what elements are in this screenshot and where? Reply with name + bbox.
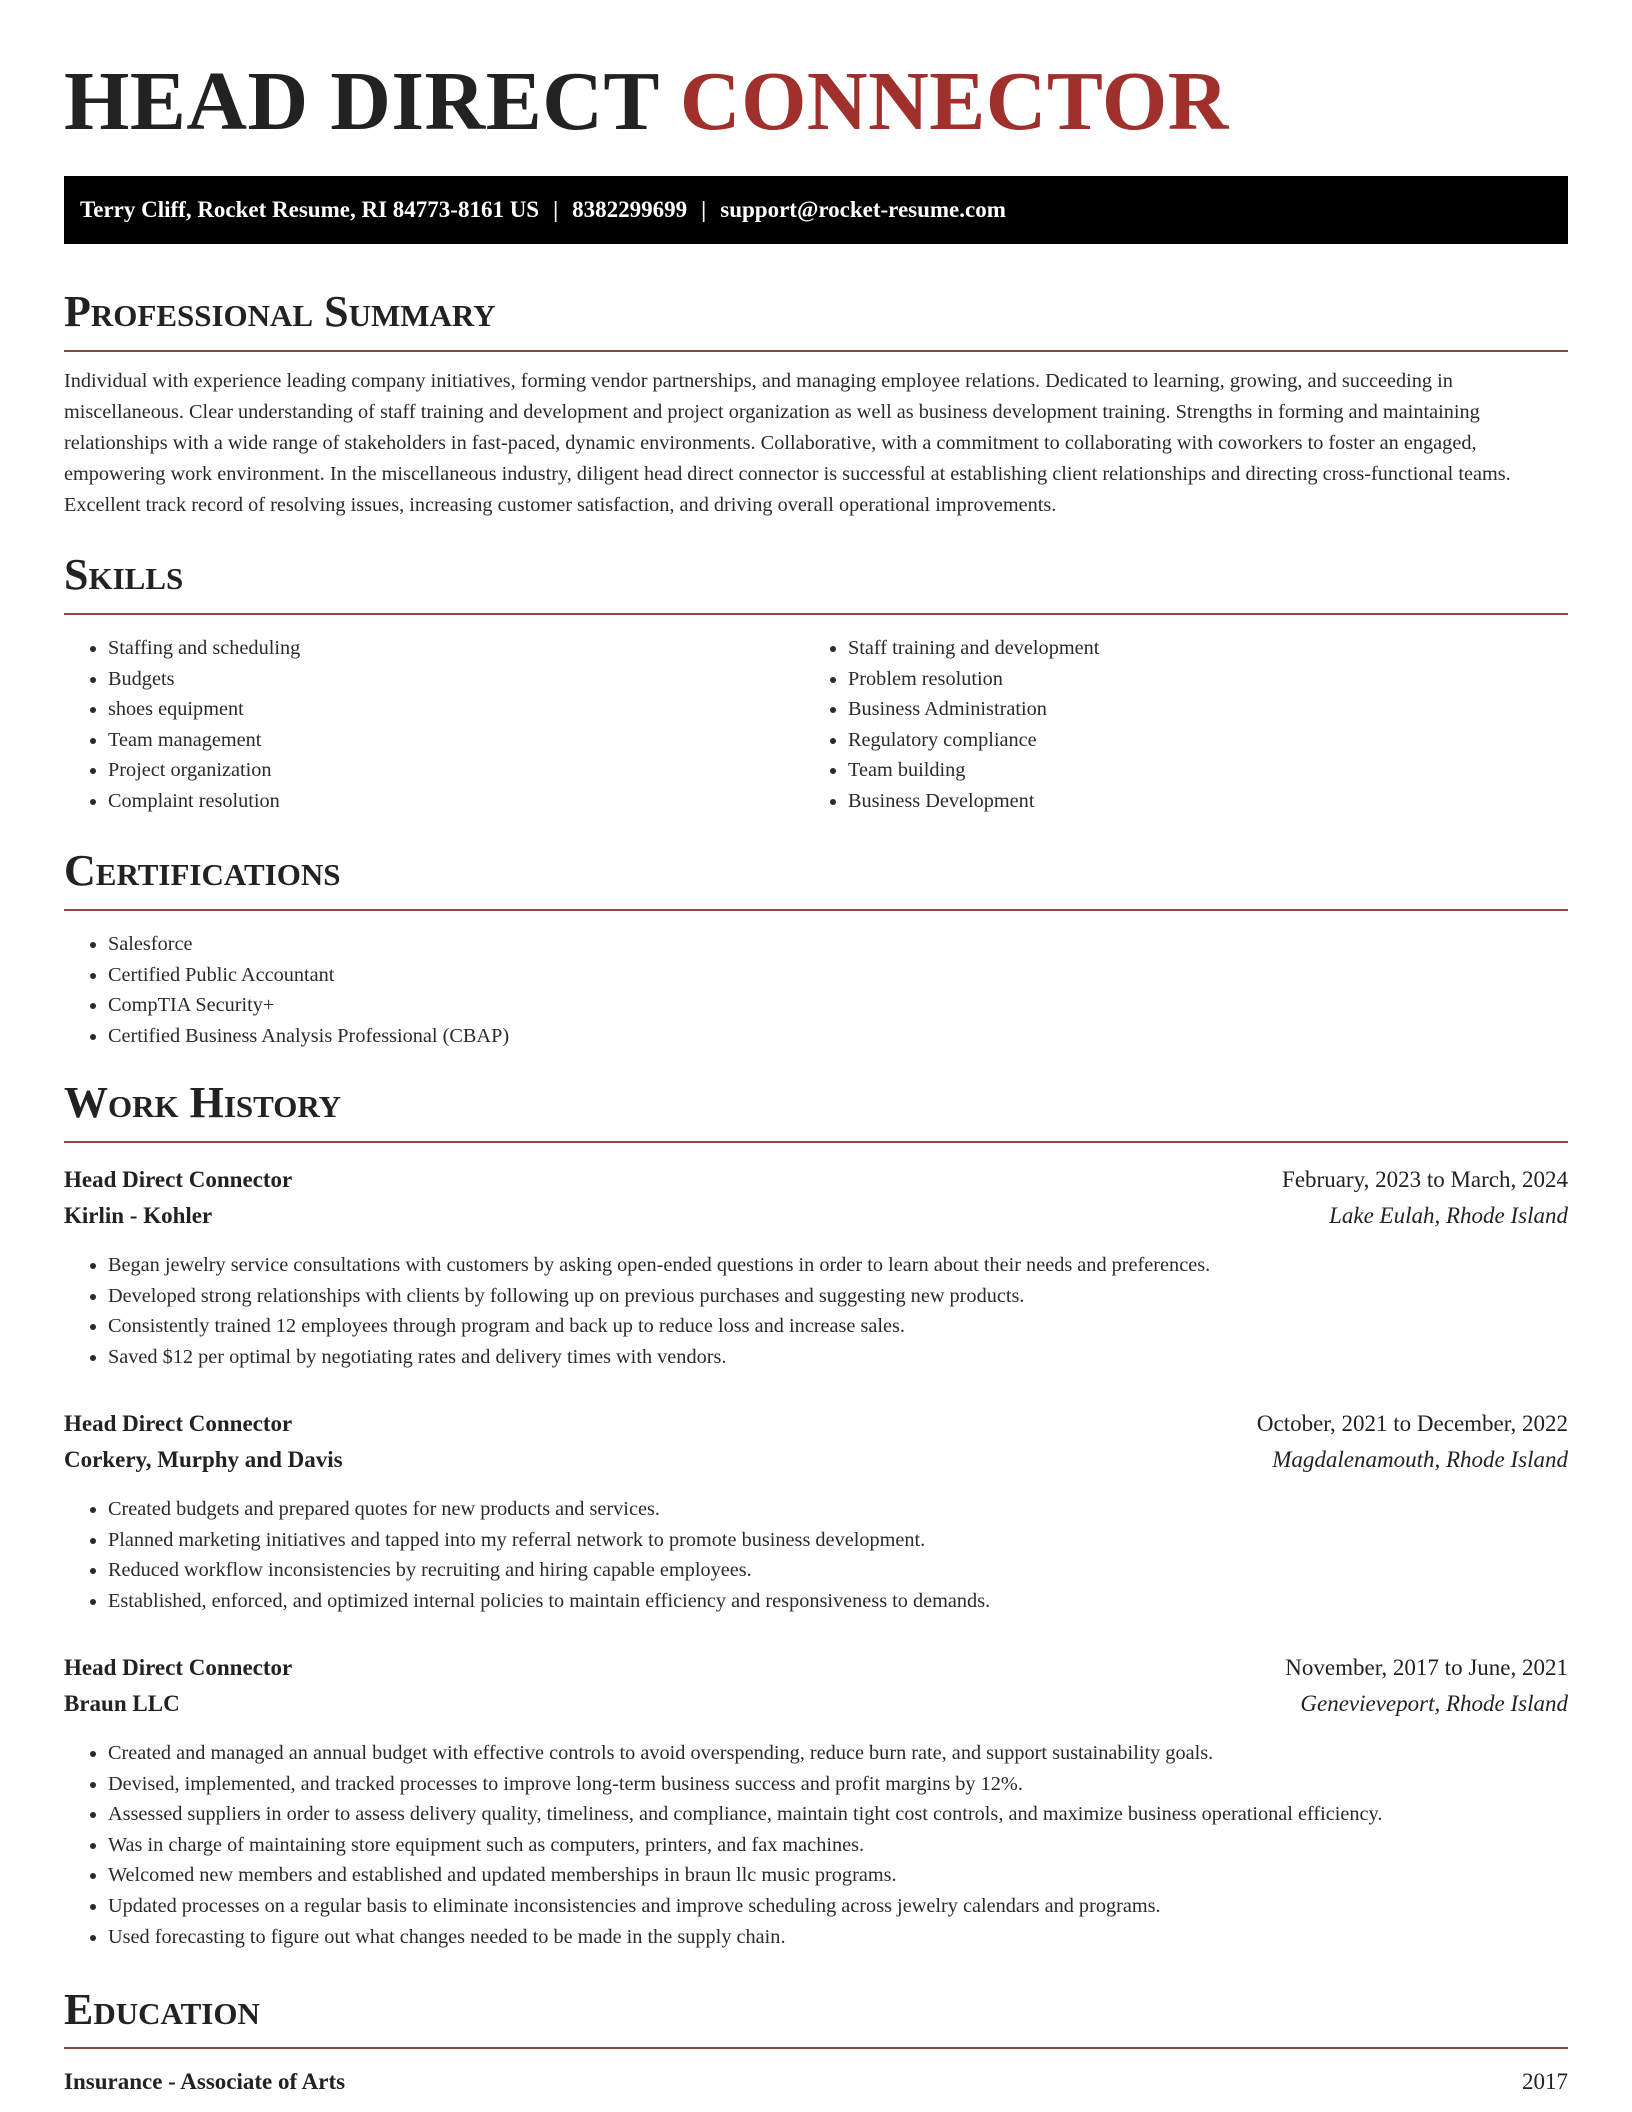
skill-item: • shoes equipment — [108, 694, 798, 725]
job-bullet: • Planned marketing initiatives and tapped into my referral network to promote business development. — [108, 1525, 1568, 1556]
job-bullet: • Created and managed an annual budget with effective controls to avoid overspending, reduce burn rate, and support sustainability goals. — [108, 1738, 1568, 1769]
certification-item: • CompTIA Security+ — [108, 990, 1568, 1021]
education-year: 2017 — [1522, 2069, 1568, 2094]
section-title-skills: Skills — [64, 550, 184, 599]
section-divider — [64, 1141, 1568, 1143]
job-dates: February, 2023 to March, 2024 — [1282, 1167, 1568, 1192]
name-first: HEAD DIRECT — [64, 55, 659, 148]
skill-item: • Team building — [848, 755, 1608, 786]
job-bullet: • Began jewelry service consultations with customers by asking open-ended questions in order to learn about their needs and preferences. — [108, 1250, 1568, 1281]
job-company: Kirlin - Kohler — [64, 1203, 213, 1228]
contact-phone: 8382299699 — [572, 197, 688, 222]
job-title-row — [64, 1162, 1568, 1198]
job-company-row — [64, 1442, 1568, 1478]
name-last: CONNECTOR — [679, 55, 1229, 148]
candidate-name — [64, 52, 1229, 152]
job-company-row — [64, 1686, 1568, 1722]
section-title-education: Education — [64, 1985, 260, 2034]
job-bullet: • Saved $12 per optimal by negotiating rates and delivery times with vendors. — [108, 1342, 1568, 1373]
section-divider — [64, 613, 1568, 615]
contact-separator: | — [701, 197, 707, 222]
job-dates: November, 2017 to June, 2021 — [1285, 1655, 1568, 1680]
job-bullet: • Was in charge of maintaining store equipment such as computers, printers, and fax machines. — [108, 1830, 1568, 1861]
job-company: Braun LLC — [64, 1691, 180, 1716]
certification-item: • Certified Public Accountant — [108, 960, 1568, 991]
job-location: Magdalenamouth, Rhode Island — [1272, 1447, 1568, 1472]
summary-text: Individual with experience leading company initiatives, forming vendor partnerships, and managing employee relations. Dedicated to learning, growing, and succeeding in miscellaneous. Clear understanding of staff training and development and project organization as well as business development training. Strengths in forming and maintaining relationships with a wide range of stakeholders in fast-paced, dynamic environments. Collaborative, with a commitment to collaborating with coworkers to foster an engaged, empowering work environment. In the miscellaneous industry, diligent head direct connector is successful at establishing client relationships and directing cross-functional teams. Excellent track record of resolving issues, increasing customer satisfaction, and driving overall operational improvements. — [64, 370, 1511, 516]
job-title: Head Direct Connector — [64, 1655, 293, 1680]
job-bullet: • Devised, implemented, and tracked processes to improve long-term business success and profit margins by 12%. — [108, 1769, 1568, 1800]
job-bullet: • Consistently trained 12 employees through program and back up to reduce loss and increase sales. — [108, 1311, 1568, 1342]
job-bullet: • Developed strong relationships with clients by following up on previous purchases and suggesting new products. — [108, 1281, 1568, 1312]
skill-item: • Business Development — [848, 786, 1608, 817]
contact-bar — [64, 176, 1568, 244]
job-title: Head Direct Connector — [64, 1167, 293, 1192]
job-bullets — [64, 1250, 1568, 1372]
skill-item: • Staff training and development — [848, 633, 1608, 664]
job-title-row — [64, 1406, 1568, 1442]
education-row — [64, 2064, 1568, 2100]
certification-item: • Salesforce — [108, 929, 1568, 960]
job-bullet: • Created budgets and prepared quotes for new products and services. — [108, 1494, 1568, 1525]
education-degree: Insurance - Associate of Arts — [64, 2069, 346, 2094]
skill-item: • Staffing and scheduling — [108, 633, 798, 664]
job-title: Head Direct Connector — [64, 1411, 293, 1436]
section-divider — [64, 2047, 1568, 2049]
job-bullet: • Used forecasting to figure out what changes needed to be made in the supply chain. — [108, 1922, 1568, 1953]
skill-item: • Team management — [108, 725, 798, 756]
certifications-list — [64, 929, 1568, 1051]
job-title-row — [64, 1650, 1568, 1686]
job-bullets — [64, 1494, 1568, 1616]
contact-email: support@rocket-resume.com — [720, 197, 1006, 222]
section-title-summary: Professional Summary — [64, 287, 496, 336]
job-bullets — [64, 1738, 1568, 1952]
section-divider — [64, 350, 1568, 352]
certification-item: • Certified Business Analysis Professional (CBAP) — [108, 1021, 1568, 1052]
skills-list-left — [64, 633, 798, 817]
section-title-work-history: Work History — [64, 1078, 342, 1127]
section-title-certifications: Certifications — [64, 846, 341, 895]
skill-item: • Regulatory compliance — [848, 725, 1608, 756]
job-bullet: • Reduced workflow inconsistencies by recruiting and hiring capable employees. — [108, 1555, 1568, 1586]
job-bullet: • Welcomed new members and established and updated memberships in braun llc music programs. — [108, 1860, 1568, 1891]
job-dates: October, 2021 to December, 2022 — [1256, 1411, 1568, 1436]
section-divider — [64, 909, 1568, 911]
skill-item: • Business Administration — [848, 694, 1608, 725]
skill-item: • Problem resolution — [848, 664, 1608, 695]
job-bullet: • Updated processes on a regular basis to eliminate inconsistencies and improve scheduling across jewelry calendars and programs. — [108, 1891, 1568, 1922]
job-company-row — [64, 1198, 1568, 1234]
skill-item: • Budgets — [108, 664, 798, 695]
contact-address: Terry Cliff, Rocket Resume, RI 84773-8161 US — [80, 197, 540, 222]
contact-separator: | — [553, 197, 559, 222]
skill-item: • Complaint resolution — [108, 786, 798, 817]
job-bullet: • Assessed suppliers in order to assess delivery quality, timeliness, and compliance, maintain tight cost controls, and maximize business operational efficiency. — [108, 1799, 1568, 1830]
skills-list-right — [804, 633, 1608, 817]
job-location: Lake Eulah, Rhode Island — [1329, 1203, 1568, 1228]
job-bullet: • Established, enforced, and optimized internal policies to maintain efficiency and responsiveness to demands. — [108, 1586, 1568, 1617]
job-company: Corkery, Murphy and Davis — [64, 1447, 343, 1472]
job-location: Genevieveport, Rhode Island — [1300, 1691, 1568, 1716]
skill-item: • Project organization — [108, 755, 798, 786]
